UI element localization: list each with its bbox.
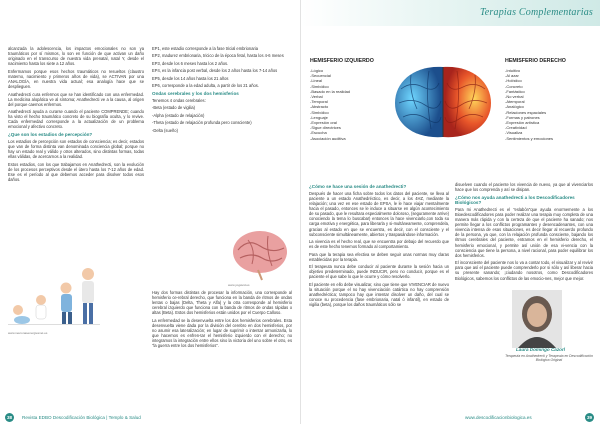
paragraph: Tenemos 4 ondas cerebrales:: [152, 97, 206, 103]
paragraph: disuelven cuando el paciente los vivencia de nuevo, ya que al vivenciarlos hace que los comprenda y así se disipan.: [455, 182, 593, 193]
hemisphere-trait: -Fantástico: [505, 88, 525, 94]
paragraph: Para que la terapia sea efectiva se deben seguir unas normas muy claras establecidas por la terapia.: [309, 251, 449, 262]
hemisphere-trait: -Verbal: [310, 94, 323, 100]
paragraph: Para mi Anathedrecti es el "eslabón"que ayuda enormemente a los Bioedescodificadores para poder realizar una terapia muy completa de una manera más rápida y con la certeza de que el paciente ha sanado; nos permite llegar a los conflictos programantes y desencadenantes, con una vivencia intensa de esas situaciones, es decir llegar al recuerdo profundo de la persona, ya que, con la relajación profunda consciente, bajando los ritmos cerebrales del paciente, entramos en el hemisferio derecho, el hemisferio emocional, y permite así unión de esa vi-vencia con la consciencia que tiene la persona, a nivel racional, para poder equilibrar los dos hemisferios.: [455, 206, 593, 258]
hemisphere-trait: -Sentimientos y emociones: [505, 135, 554, 141]
brain-neuron-illustration: [228, 224, 292, 282]
paragraph: Enfermamos porque esos hechos traumáticos no resueltos (claustro materno, nacimiento y primeros años de vida), se ACTIVAN por una ANALOGÍA, en nuestra vida actual; esa analogía hace que se desplieguen.: [8, 68, 144, 90]
hemisphere-trait: -Holístico: [505, 78, 522, 84]
hemisphere-trait: -Escucha: [310, 130, 327, 136]
paragraph: La vivencia es el hecho real, que se encuentra por debajo del recuerdo que es de este hecho tenemos formado al comportamiento.: [309, 239, 449, 250]
hemisphere-trait: -Concreto: [505, 83, 523, 89]
section-heading: ¿Que son los estadios de percepción?: [8, 131, 93, 137]
toddler-image-caption: www.neuronasenergiesnet.es: [8, 331, 48, 335]
paragraph: -Alpha (estado de relajación): [152, 112, 205, 118]
hemisphere-trait: -Sigue directrices: [310, 125, 341, 131]
right-header: [301, 0, 600, 26]
left-page-number: 38: [6, 415, 12, 420]
paragraph: -Theta (estado de relajación profunda pero consciente): [152, 120, 252, 126]
section-title: Terapias Complementarias: [479, 7, 593, 18]
hemisphere-trait: -Analógico: [505, 104, 524, 110]
hemisphere-trait: -Simbólico: [310, 83, 329, 89]
author-role: Terapeuta en Anathedrecti y Terapeuta en Descodificación Biológica Original: [505, 354, 593, 363]
website-url[interactable]: www.descodificacionbiologica.es: [465, 415, 532, 420]
right-column-1: [309, 182, 449, 310]
section-heading: ¿Cómo nos ayuda anathedrecti a los Descodificadores Biológicos?: [455, 194, 575, 205]
paragraph: El inconsciente del paciente nos lo va a contar todo, el visualizar y al revivir para que así el paciente puede comprenderlo por si sólo y así liberar hacia su presente sanando; ¡ciudando nosotros, como Descodificadores Biológicos, sabemos los conflictos de las emocio-nes, mejor que mejor.: [455, 260, 593, 281]
right-page: [300, 0, 600, 424]
hemisphere-trait: -Expresión artística: [505, 120, 540, 126]
author-name: Laura Domingo Cazorl: [516, 347, 566, 352]
right-hemisphere-title: HEMISFERIO DERECHO: [505, 58, 566, 64]
paragraph: Anathedrecti ayuda a curarse cuando el paciente COMPRENDE; cuando ha visto el hecho traumático concreto de su biografía oculta, y lo revive. Cada enfermedad corresponde a la actualización de un problema emocional y afectivo concreto.: [8, 109, 144, 130]
hemisphere-trait: -Simbólico: [310, 109, 329, 115]
paragraph: El paciente en ello debe visualizar, sino que tiene que VIVENCIAR de nuevo la situación porque el no hay vivenciación catártica no hay comprensión anathedréctica; tampoco hay que intentar disolver un daño, del cual se conoce su procedencia (fase embrionaria, natal ó infantil), en estado de vigilia (beta), porque los daños traumáticos sólo se: [309, 281, 449, 308]
paragraph: Hay dos formas distintas de procesar la información, una corresponde al hemisferio ce-rebral derecho, que funciona en la banda de ritmos de ondas lentas o bajas (Delta, Theta y Alfa) y la otra corresponde al hemisferio cerebral izquierdo que funciona con la banda de ritmos de ondas rápidas o altas (Beta). Estos dos hemisferios están unidos por el Cuerpo Calloso.: [152, 290, 292, 316]
hemisphere-trait: -Atemporal: [505, 99, 525, 105]
hemisphere-trait: -Al azar: [505, 73, 519, 79]
paragraph: Anathedrecti cura enfermos que se han identificado con una enfermedad. La medicina alopática ve al síntoma; Anathedrecti ve a la causa, al origen del porque caemos enfermos.: [8, 91, 144, 107]
paragraph: EP3, desde los 6 meses hasta los 2 años.: [152, 60, 229, 66]
hemisphere-trait: -Abstracto: [310, 104, 329, 110]
right-page-number: 39: [586, 415, 592, 420]
left-column-1: [8, 46, 144, 184]
paragraph: Después de hacer una ficha sobre todos los datos del paciente, se lleva al paciente a un estado Anathedréctico, es decir, a los 4HZ, mediante la relajación; una vez en ese estado de EPSA, le le hace viajar mentalmente hacia el pasado, entonces se le induce a situarse en algún acontecimiento de su pasado, que le resultara especialmente doloroso, (seguramente arrive) conociendo la tema lo buscaba!) entonces la hace vivenciarlo,con toda su carga emotiva y energética, para liberarla y si-multáneamente, comprendela, gracias al estado en que se encuentra, es decir, con el consciente y el subconsciente simultáneamente, abiertos y traspasándose información.: [309, 190, 449, 237]
right-footer: [301, 410, 600, 424]
paragraph: alcanzada la adolescencia, los impactos emocionales no son ya traumáticos por sí mismos, lo son en función de que activan un daño originado en el transcurso de nuestra vida prenatal, natal Y, desde el nacimiento hasta los siete a 12 años.: [8, 46, 144, 67]
hemisphere-trait: -Relaciones espaciales: [505, 109, 547, 115]
hemisphere-trait: -No verbal: [505, 94, 524, 100]
paragraph: La enfermedad se la desenvuelta entre los dos hemisferios cerebrales. Esta desenvuelta viene dada por la división del cerebro en dos hemisferios, por no asumir esa lateralización; en lugar de suprimir o intentar armonizarla, lo que hacemos es enfren-tar el hemisferio izquierdo con el derecho; no integramos la integración entre ellos sino la victoria del uno sobre el otro, es "la guerra entre los dos hemisferios".: [152, 317, 292, 349]
paragraph: Los estadios de percepción son estados de consciencia; es decir, estados que van de forma distinta van denominada conciencia global; porque no hay un estado real y válido y otros alterados, sino distintas formas, todas ellas válidas, de acercarnos a la realidad.: [8, 138, 144, 160]
right-column-2: [455, 182, 593, 283]
paragraph: EP6, corresponde a la edad adulta, a partir de los 21 años.: [152, 83, 259, 89]
hemisphere-trait: -Lineal: [310, 78, 323, 84]
hemisphere-trait: -Lógico: [310, 68, 324, 73]
hemisphere-trait: -Visualiza: [505, 130, 523, 136]
hemisphere-trait: -Asociación auditiva: [310, 135, 346, 141]
left-footer: [0, 410, 300, 424]
section-heading: Ondas cerebrales y los dos hemisferios: [152, 90, 239, 96]
hemisphere-trait: -Formas y patrones: [505, 114, 540, 120]
paragraph: -Beta (estado de vigilia): [152, 105, 196, 111]
left-hemisphere-list: [310, 68, 350, 141]
brain-hemispheres-photo: [389, 59, 497, 147]
left-column-2-top: [152, 46, 292, 135]
toddler-growth-illustration: [8, 254, 100, 330]
hemisphere-trait: -Creatividad: [505, 125, 527, 131]
paragraph: EP4, es la infancia post verbal, desde los 2 años hasta los 7-14 años: [152, 68, 278, 74]
hemisphere-trait: -Secuencial: [310, 73, 331, 79]
hemisphere-trait: -Temporal: [310, 99, 328, 105]
paragraph: Estos estadios, con los que trabajamos en Anathedrecti, son la evolución de los procesos perceptivos desde el útero hasta los 7-12 años de edad. Ese es el período al que debemos acceder para disolver todos esos daños.: [8, 161, 144, 182]
hemisphere-trait: -Basado en la realidad: [310, 88, 351, 94]
paragraph: EP1, este estadio corresponde a la fase tricial embrionaria: [152, 46, 259, 51]
paragraph: EP5, desde los 14 años hasta los 21 años: [152, 75, 229, 81]
paragraph: El terapeuta nunca debe conducir al paciente durante la sesión hacia un objetivo predeterminado, puede INDUCIR, pero no conducir, porque es el paciente el que sabe lo que le ocurre y cómo resolverlo.: [309, 264, 449, 280]
paragraph: EP2, madurez embrionaria, tricico de la época fetal, hasta los 4-6 meses: [152, 53, 284, 59]
paragraph: -Delta (sueño): [152, 127, 178, 133]
left-hemisphere-title: HEMISFERIO IZQUIERDO: [310, 58, 374, 64]
hemisphere-trait: -Intuitivo: [505, 68, 521, 73]
hemisphere-trait: -Expresión oral: [310, 120, 337, 126]
left-column-2-bottom: [152, 290, 292, 351]
section-heading: ¿Cómo se hace una sesión de anathedrecti?: [309, 184, 407, 189]
hemisphere-trait: -Lenguaje: [310, 114, 328, 120]
brain-image-caption: www.yogavid.es: [228, 283, 250, 287]
right-hemisphere-list: [505, 68, 553, 141]
author-portrait: [512, 290, 562, 348]
left-footer-text: Revista EDBO Descodificación Biológica | Templo & Salud: [22, 415, 141, 420]
